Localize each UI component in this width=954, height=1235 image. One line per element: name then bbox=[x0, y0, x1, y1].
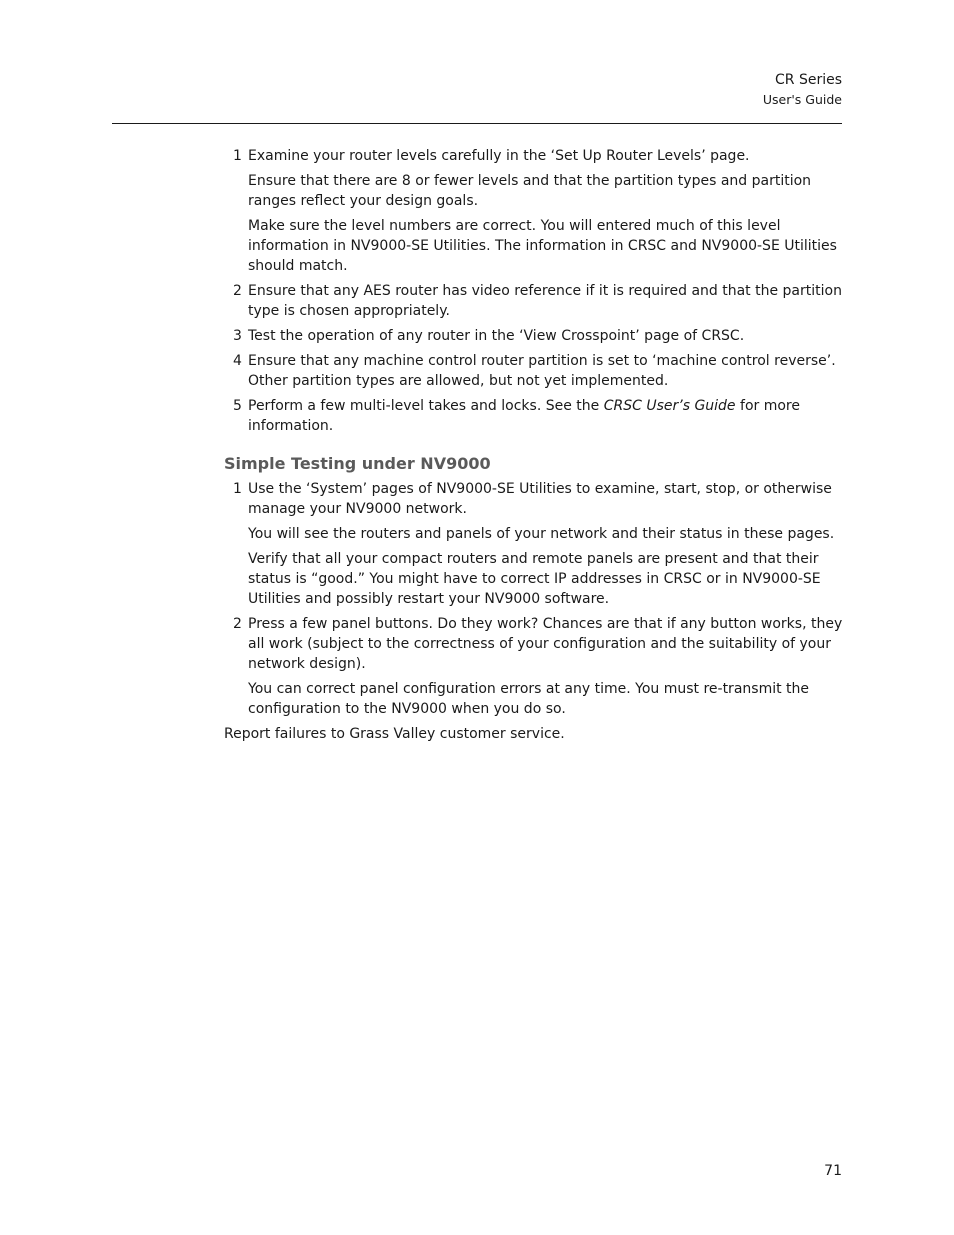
header-rule bbox=[112, 123, 842, 124]
list-item bbox=[224, 614, 844, 719]
text-run: for more information. bbox=[248, 398, 800, 434]
paragraph: Use the ‘System’ pages of NV9000-SE Utilities to examine, start, stop, or otherwise manage your NV9000 network. bbox=[248, 481, 832, 517]
list-item bbox=[224, 351, 844, 391]
header-series: CR Series bbox=[774, 72, 842, 88]
paragraph: Make sure the level numbers are correct. You will entered much of this level information in NV9000-SE Utilities. The information in CRSC and NV9000-SE Utilities should match. bbox=[248, 218, 837, 274]
closing-paragraph: Report failures to Grass Valley customer service. bbox=[224, 726, 565, 742]
item-number: 1 bbox=[233, 148, 242, 164]
list-item bbox=[224, 396, 844, 436]
paragraph bbox=[248, 396, 844, 436]
list-item bbox=[224, 479, 844, 609]
list-item bbox=[224, 326, 844, 346]
list-item bbox=[224, 281, 844, 321]
paragraph: Verify that all your compact routers and remote panels are present and that their status is “good.” You might have to correct IP addresses in CRSC or in NV9000-SE Utilities and possibly restart your NV9000 software. bbox=[248, 551, 821, 607]
paragraph: Ensure that any machine control router partition is set to ‘machine control reverse’. Other partition types are allowed, but not yet implemented. bbox=[248, 353, 836, 389]
item-number: 3 bbox=[233, 328, 242, 344]
running-header bbox=[763, 71, 842, 109]
item-number: 5 bbox=[233, 398, 242, 414]
paragraph: Ensure that there are 8 or fewer levels and that the partition types and partition ranges reflect your design goals. bbox=[248, 173, 812, 209]
page-content bbox=[224, 146, 844, 744]
paragraph: You can correct panel configuration errors at any time. You must re-transmit the configuration to the NV9000 when you do so. bbox=[248, 681, 810, 717]
item-number: 2 bbox=[233, 616, 242, 632]
paragraph: Press a few panel buttons. Do they work? Chances are that if any button works, they all work (subject to the correctness of your configuration and the suitability of your network design). bbox=[248, 616, 843, 672]
section-heading: Simple Testing under NV9000 bbox=[224, 454, 491, 473]
header-guide: User's Guide bbox=[762, 92, 842, 107]
page-number: 71 bbox=[824, 1163, 842, 1179]
item-number: 2 bbox=[233, 283, 242, 299]
text-run: Perform a few multi-level takes and locks. See the bbox=[248, 398, 604, 414]
item-number: 4 bbox=[233, 353, 242, 369]
list-item bbox=[224, 146, 844, 276]
paragraph: Examine your router levels carefully in the ‘Set Up Router Levels’ page. bbox=[248, 148, 750, 164]
guide-reference: CRSC User’s Guide bbox=[603, 398, 736, 414]
item-number: 1 bbox=[233, 481, 242, 497]
paragraph: Test the operation of any router in the ‘View Crosspoint’ page of CRSC. bbox=[248, 328, 745, 344]
paragraph: Ensure that any AES router has video reference if it is required and that the partition type is chosen appropriately. bbox=[248, 283, 842, 319]
paragraph: You will see the routers and panels of your network and their status in these pages. bbox=[248, 526, 835, 542]
